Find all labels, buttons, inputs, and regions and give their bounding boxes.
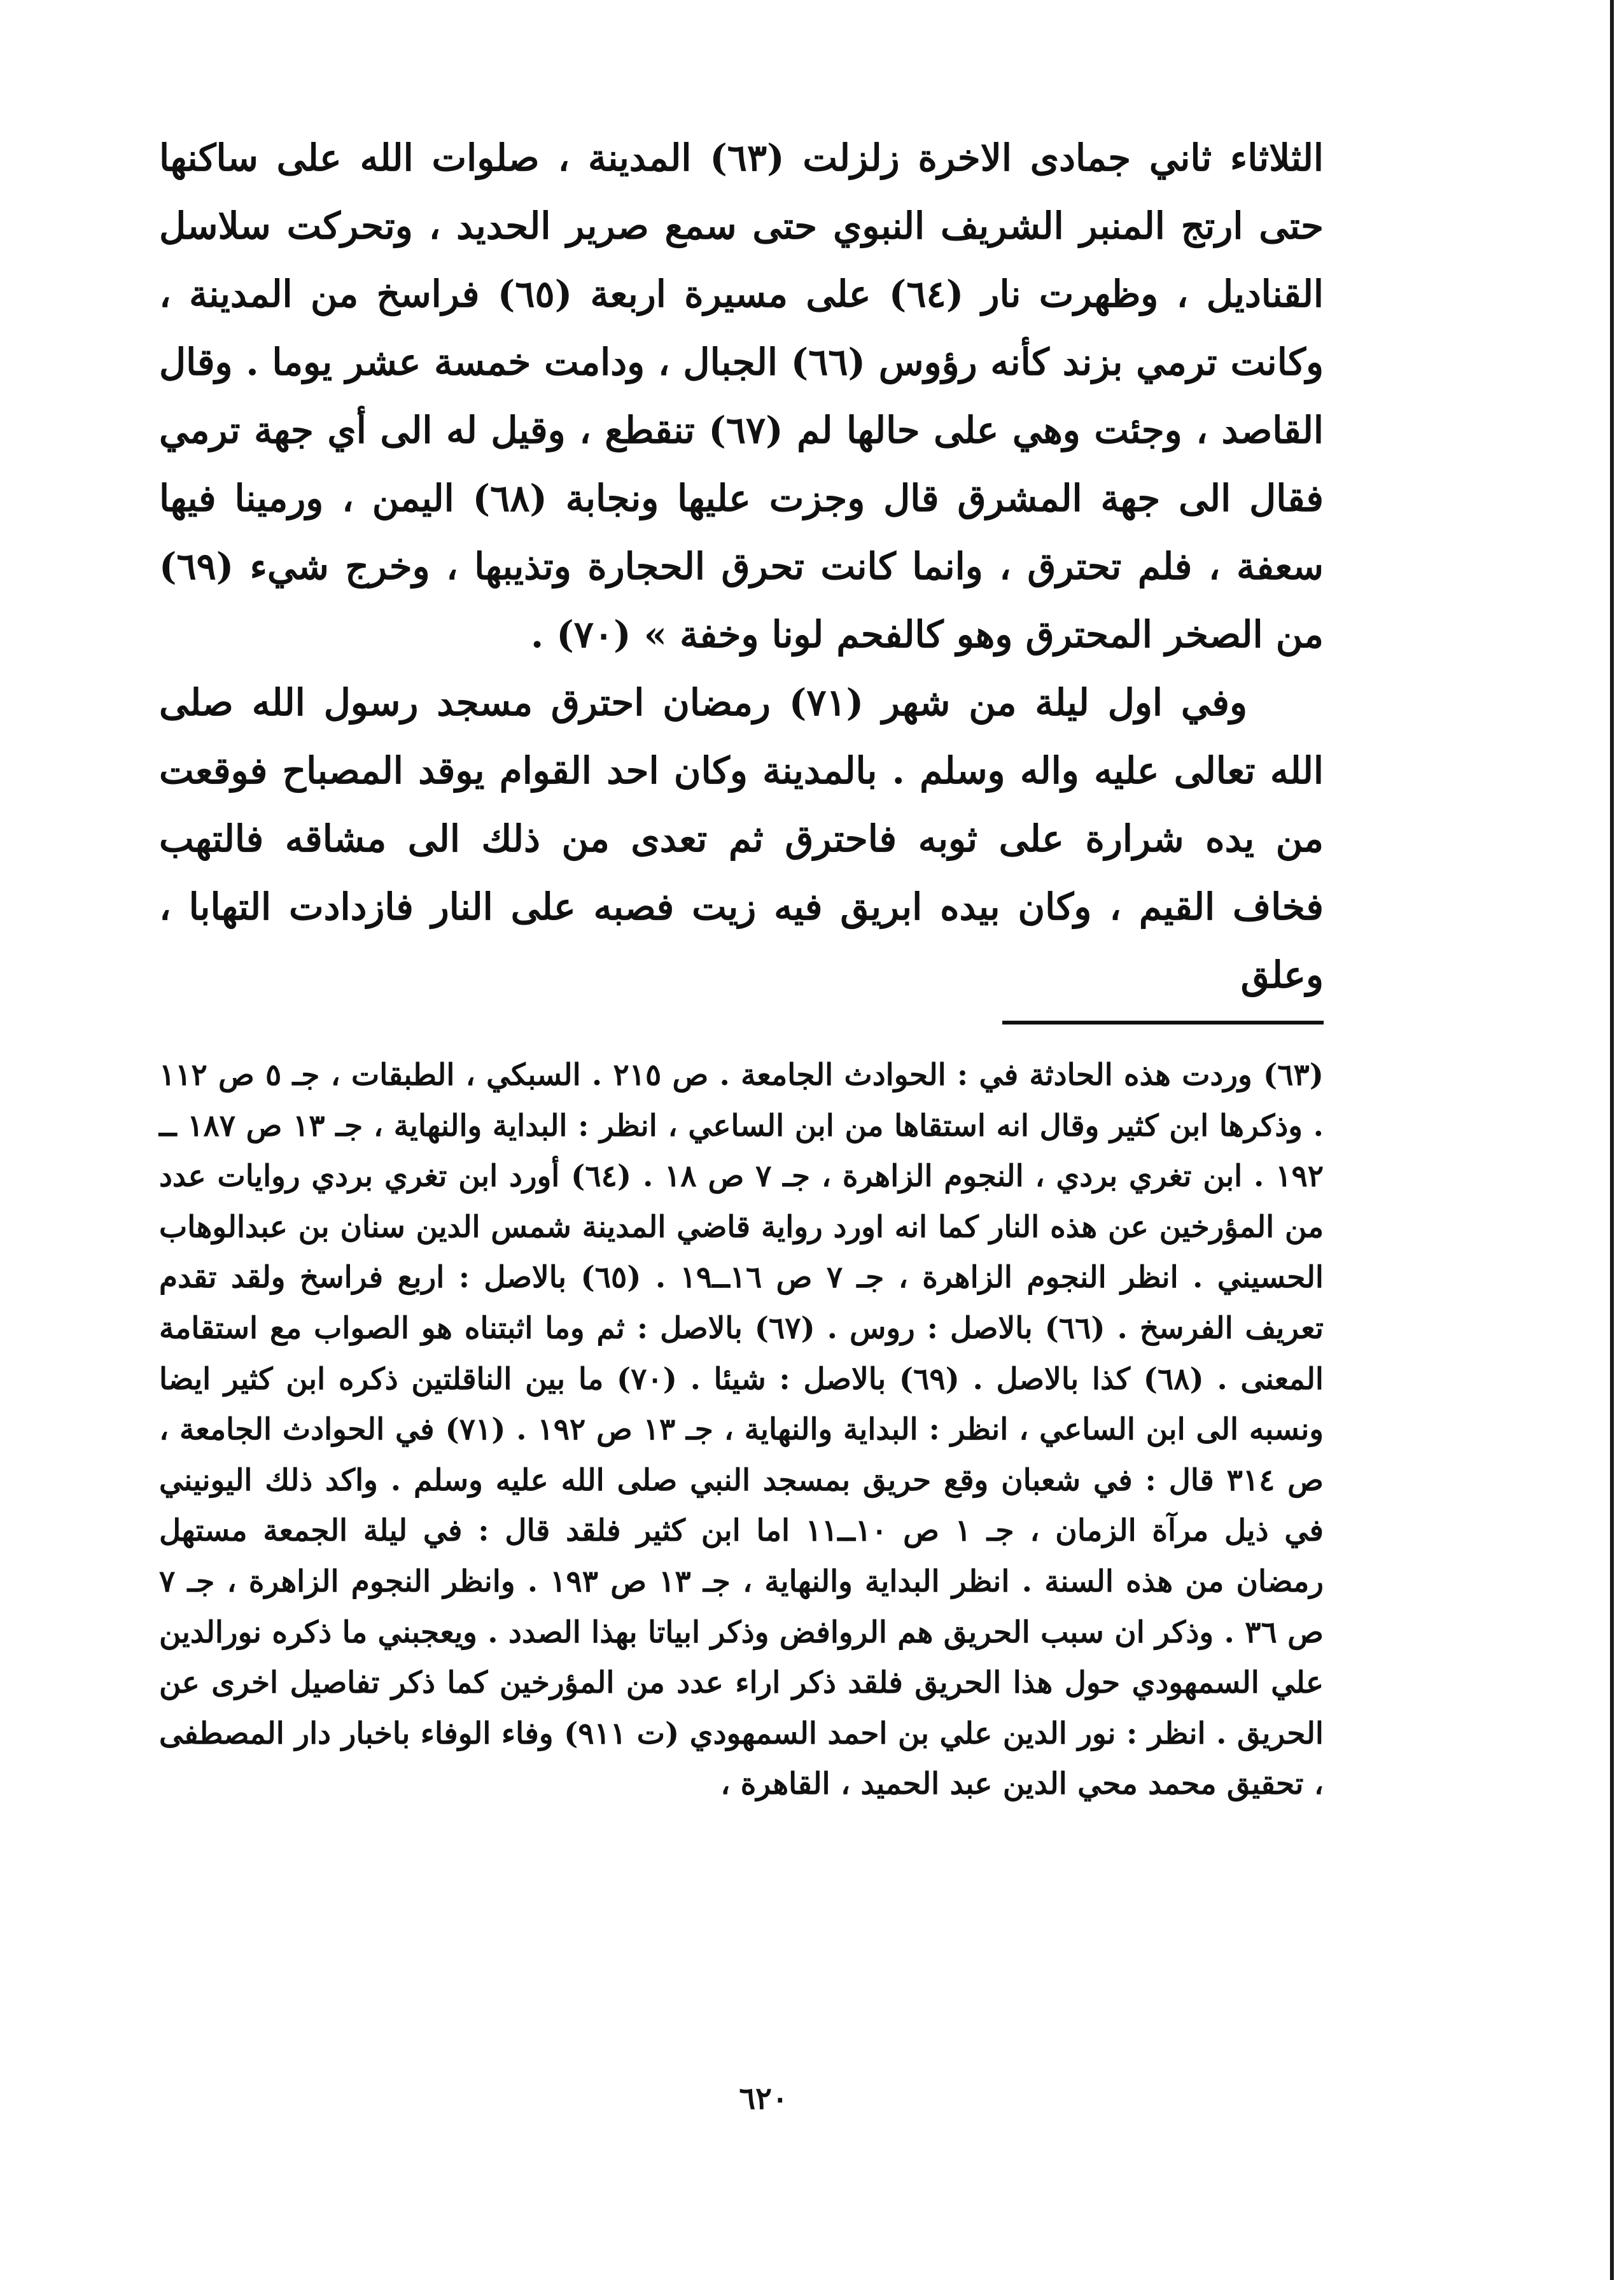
footnotes-text: (٦٣) وردت هذه الحادثة في : الحوادث الجامعة . ص ٢١٥ . السبكي ، الطبقات ، جـ ٥ ص ١١٢ . وذكرها ابن كثير وقال انه استقاها من ابن الساعي ، انظر : البداية والنهاية ، جـ ١٣ ص ١٨٧ ــ ١٩٢ . ابن تغري بردي ، النجوم الزاهرة ، جـ ٧ ص ١٨ . (٦٤) أورد ابن تغري بردي روايات عدد من المؤرخين عن هذه النار كما انه اورد رواية قاضي المدينة شمس الدين سنان بن عبدالوهاب الحسيني . انظر النجوم الزاهرة ، جـ ٧ ص ١٦ــ١٩ . (٦٥) بالاصل : اربع فراسخ ولقد تقدم تعريف الفرسخ . (٦٦) بالاصل : روس . (٦٧) بالاصل : ثم وما اثبتناه هو الصواب مع استقامة المعنى . (٦٨) كذا بالاصل . (٦٩) بالاصل : شيئا . (٧٠) ما بين الناقلتين ذكره ابن كثير ايضا ونسبه الى ابن الساعي ، انظر : البداية والنهاية ، جـ ١٣ ص ١٩٢ . (٧١) في الحوادث الجامعة ، ص ٣١٤ قال : في شعبان وقع حريق بمسجد النبي صلى الله عليه وسلم . واكد ذلك اليونيني في ذيل مرآة الزمان ، جـ ١ ص ١٠ــ١١ اما ابن كثير فلقد قال : في ليلة الجمعة مستهل رمضان من هذه السنة . انظر البداية والنهاية ، جـ ١٣ ص ١٩٣ . وانظر النجوم الزاهرة ، جـ ٧ ص ٣٦ . وذكر ان سبب الحريق هم الروافض وذكر ابياتا بهذا الصدد . ويعجبني ما ذكره نورالدين علي السمهودي حول هذا الحريق فلقد ذكر اراء عدد من المؤرخين كما ذكر تفاصيل اخرى عن الحريق . انظر : نور الدين علي بن احمد السمهودي (ت ٩١١) وفاء الوفاء باخبار دار المصطفى ، تحقيق محمد محي الدين عبد الحميد ، القاهرة ،: [159, 1058, 1324, 1802]
footnote-separator: [1002, 1021, 1324, 1025]
footnotes: [159, 1050, 1324, 1810]
book-page: [159, 124, 1324, 1810]
scan-edge: [1610, 0, 1614, 2280]
main-paragraph-1: الثلاثاء ثاني جمادى الاخرة زلزلت (٦٣) المدينة ، صلوات الله على ساكنها حتى ارتج المنبر الشريف النبوي حتى سمع صرير الحديد ، وتحركت سلاسل القناديل ، وظهرت نار (٦٤) على مسيرة اربعة (٦٥) فراسخ من المدينة ، وكانت ترمي بزند كأنه رؤوس (٦٦) الجبال ، ودامت خمسة عشر يوما . وقال القاصد ، وجئت وهي على حالها لم (٦٧) تنقطع ، وقيل له الى أي جهة ترمي فقال الى جهة المشرق قال وجزت عليها ونجابة (٦٨) اليمن ، ورمينا فيها سعفة ، فلم تحترق ، وانما كانت تحرق الحجارة وتذيبها ، وخرج شيء (٦٩) من الصخر المحترق وهو كالفحم لونا وخفة » (٧٠) .: [159, 136, 1324, 656]
page-number: ٦٢٠: [739, 2081, 788, 2116]
main-paragraph-2: وفي اول ليلة من شهر (٧١) رمضان احترق مسجد رسول الله صلى الله تعالى عليه واله وسلم . بالمدينة وكان احد القوام يوقد المصباح فوقعت من يده شرارة على ثوبه فاحترق ثم تعدى من ذلك الى مشاقه فالتهب فخاف القيم ، وكان بيده ابريق فيه زيت فصبه على النار فازدادت التهابا ، وعلق: [159, 681, 1324, 997]
main-text: [159, 124, 1324, 1009]
